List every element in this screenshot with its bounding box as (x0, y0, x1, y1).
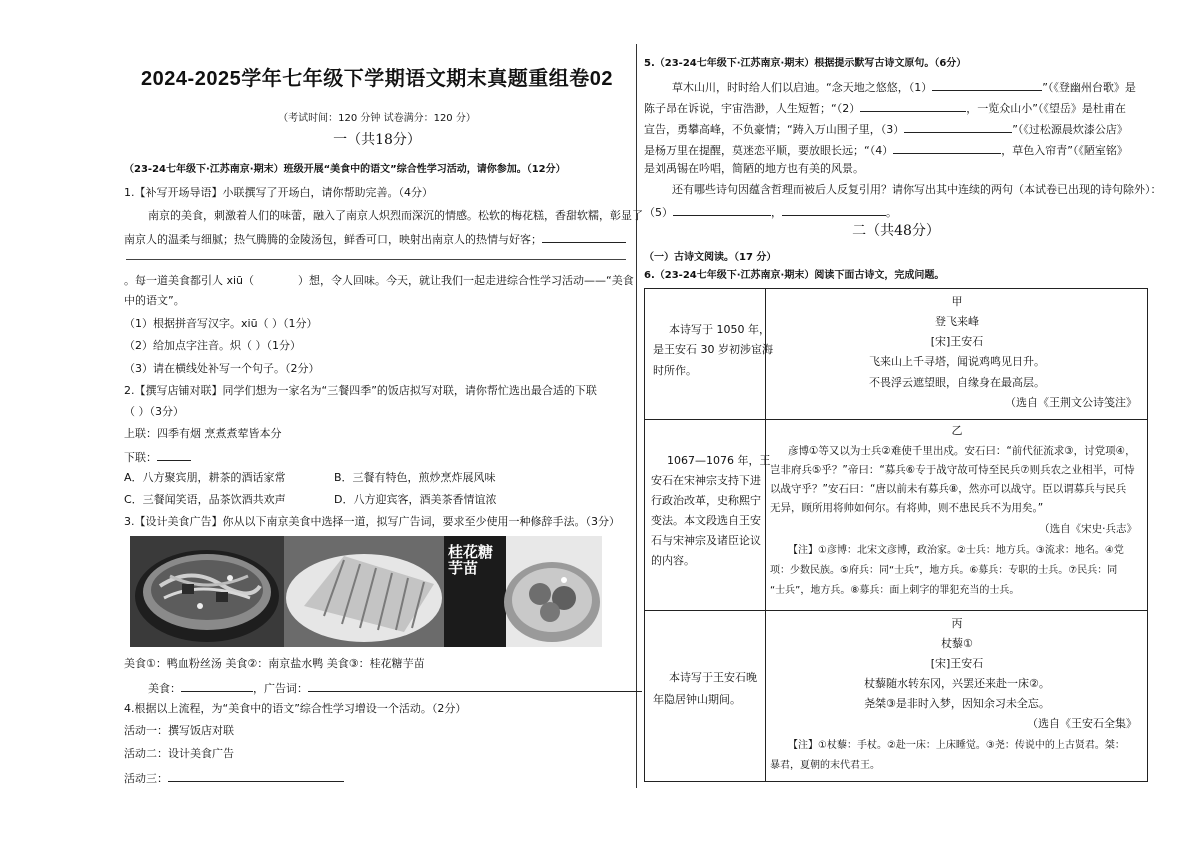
yi-side-2: 安石在宋神宗支持下进 (651, 474, 761, 487)
q6-title: 6.（23-24七年级下·江苏南京·期末）阅读下面古诗文，完成问题。 (644, 270, 945, 281)
bing-side-cell (645, 611, 766, 782)
q4-act2: 活动二：设计美食广告 (124, 747, 234, 760)
q5-l3b: ”（《过松源晨炊漆公店》 (1012, 123, 1128, 136)
q5-blank-5a[interactable] (673, 204, 771, 216)
bing-note-1: 【注】①杖藜：手杖。②赴一床：上床睡觉。③尧：传说中的上古贤君。桀： (788, 740, 1125, 751)
q5-l1b: ”（《登幽州台歌》是 (1042, 81, 1136, 94)
column-divider (636, 44, 637, 788)
jia-source: （选自《王荆文公诗笺注》 (1005, 396, 1137, 409)
bing-line-1: 杖藜随水转东冈，兴罢还来赴一床②。 (864, 677, 1050, 690)
yi-side-5: 石与宋神宗及诸臣论议 (651, 534, 761, 547)
q1-para1: 南京的美食，刺激着人们的味蕾，融入了南京人炽烈而深沉的情感。松软的梅花糕，香甜软糯，彰显了 (148, 209, 643, 222)
q1-para2-line (124, 231, 626, 247)
q5-line4 (644, 142, 1128, 158)
q5-line7 (644, 204, 897, 220)
q5-l1a: 草木山川，时时给人们以启迪。“念天地之悠悠，（1） (672, 81, 933, 94)
food-image-duck-blood-soup (130, 536, 284, 647)
jia-main-cell (766, 289, 1148, 420)
jia-side-2: 是王安石 30 岁初涉宦海 (653, 343, 773, 356)
exam-info: （考试时间：120 分钟 试卷满分：120 分） (278, 113, 476, 124)
q5-line2 (644, 100, 1126, 116)
q2-title: 2.【撰写店铺对联】同学们想为一家名为“三餐四季”的饭店拟写对联，请你帮忙选出最合适的下联 (124, 384, 597, 397)
page-title: 2024-2025学年七年级下学期语文期末真题重组卷02 (141, 68, 613, 90)
jia-side-cell (645, 289, 773, 420)
q5-blank-4[interactable] (893, 142, 1001, 154)
q4-act3-line (124, 770, 344, 786)
jia-line-1: 飞来山上千寻塔，闻说鸡鸣见日升。 (869, 355, 1045, 368)
q1-sub2: （2）给加点字注音。炽（ ）（1分） (124, 339, 301, 352)
q4-title: 4.根据以上流程，为“美食中的语文”综合性学习增设一个活动。（2分） (124, 702, 467, 715)
q2-lower: 下联： (124, 451, 157, 464)
part2-sub: （一）古诗文阅读。（17 分） (644, 252, 777, 263)
q5-l4a: 是杨万里在提醒，莫迷恋平顺，要放眼长远；“（4） (644, 144, 894, 157)
bing-note-2: 暴君，夏朝的末代君王。 (770, 760, 880, 771)
q5-l6: 还有哪些诗句因蕴含哲理而被后人反复引用？请你写出其中连续的两句（本试卷已出现的诗句除外）： (672, 183, 1162, 196)
bing-author: [宋]王安石 (930, 657, 984, 670)
jia-side-3: 时所作。 (653, 364, 697, 377)
food-image-salted-duck (284, 536, 444, 647)
yi-main-cell (766, 420, 1148, 611)
q3-food-blank[interactable] (181, 680, 253, 692)
bing-source: （选自《王安石全集》 (1027, 717, 1137, 730)
bing-side-2: 年隐居钟山期间。 (653, 693, 741, 706)
table-row-jia (645, 289, 1148, 420)
q3-ad-blank[interactable] (308, 680, 642, 692)
q2-lower-blank[interactable] (157, 449, 191, 461)
yi-side-1: 1067—1076 年，王 (667, 454, 771, 467)
yi-side-3: 行政治改革，史称熙宁 (651, 494, 761, 507)
yi-side-4: 变法。本文段选自王安 (651, 514, 761, 527)
q1-title: 1.【补写开场导语】小联撰写了开场白，请你帮助完善。（4分） (124, 186, 433, 199)
food-image-sweet-taro (444, 536, 602, 647)
q5-l3a: 宣告，勇攀高峰，不负豪情；“踌入万山围子里，（3） (644, 123, 905, 136)
section-heading-2: 二（共48分） (852, 223, 940, 239)
q1-para3a: 。每一道美食都引人 xiū（ (124, 274, 255, 287)
bing-poem-title: 杖藜① (941, 637, 973, 650)
q2-lower-line (124, 449, 191, 465)
part1-intro: （23-24七年级下·江苏南京·期末）班级开展“美食中的语文”综合性学习活动，请你参加。（12分） (124, 164, 566, 175)
food-image-strip (130, 536, 602, 647)
q1-para2: 南京人的温柔与细腻；热气腾腾的金陵汤包，鲜香可口，映射出南京人的热情与好客； (124, 233, 542, 246)
q5-line3 (644, 121, 1128, 137)
q5-blank-5b[interactable] (782, 204, 886, 216)
q5-blank-1[interactable] (932, 79, 1042, 91)
q4-act1: 活动一：撰写饭店对联 (124, 724, 234, 737)
yi-note-1: 【注】①彦博：北宋文彦博，政治家。②士兵：地方兵。③流求：地名。④党 (788, 545, 1124, 556)
q3-foods: 美食①：鸭血粉丝汤 美食②：南京盐水鸭 美食③：桂花糖芋苗 (124, 657, 425, 670)
q5-blank-3[interactable] (904, 121, 1012, 133)
q5-line1 (672, 79, 1136, 95)
poem-table (644, 288, 1148, 782)
food-image-caption: 桂花糖芋苗 (448, 543, 494, 577)
q5-l7b: ， (771, 206, 782, 219)
q4-act3-blank[interactable] (168, 770, 344, 782)
q3-fill-food-label: 美食： (148, 682, 181, 695)
q3-fill-line (148, 680, 642, 696)
jia-label: 甲 (951, 295, 963, 308)
jia-poem-title: 登飞来峰 (935, 315, 979, 328)
q2-option-c[interactable]: C．三餐闻笑语，品茶饮酒共欢声 (124, 493, 286, 506)
q5-blank-2[interactable] (860, 100, 966, 112)
q1-sub3: （3）请在横线处补写一个句子。（2分） (124, 362, 320, 375)
q5-l4b: ，草色入帘青”（《陋室铭》 (1001, 144, 1128, 157)
q4-act3: 活动三： (124, 772, 168, 785)
q1-para3b: ）想，令人回味。今天，就让我们一起走进综合性学习活动——“美食 (298, 274, 634, 287)
table-row-bing (645, 611, 1148, 782)
bing-label: 丙 (951, 617, 963, 630)
q5-l7a: （5） (644, 206, 673, 219)
yi-source: （选自《宋史·兵志》 (1039, 523, 1137, 535)
table-row-yi (645, 420, 1148, 611)
q2-option-b[interactable]: B．三餐有特色，煎炒烹炸展风味 (334, 471, 496, 484)
q5-title: 5.（23-24七年级下·江苏南京·期末）根据提示默写古诗文原句。（6分） (644, 58, 967, 69)
jia-line-2: 不畏浮云遮望眼，自缘身在最高层。 (869, 376, 1045, 389)
bing-line-2: 尧桀③是非时入梦，因知余习未全忘。 (864, 697, 1050, 710)
q1-sub1: （1）根据拼音写汉字。xiū（ ）（1分） (124, 317, 318, 330)
q1-blank-sentence[interactable] (542, 231, 626, 243)
yi-text-1: 彦博①等又以为士兵②难使千里出戍。安石曰：“前代征流求③，讨党项④， (788, 445, 1136, 457)
q1-blank-line[interactable] (126, 259, 626, 260)
bing-main-cell (766, 611, 1148, 782)
q5-l2b: ，一览众山小”（《望岳》是杜甫在 (966, 102, 1126, 115)
q5-l5: 是刘禹锡在吟唱，简陋的地方也有美的风景。 (644, 162, 864, 175)
jia-author: [宋]王安石 (930, 335, 984, 348)
yi-side-6: 的内容。 (651, 554, 695, 567)
q1-para3-line (124, 274, 634, 288)
q5-l2a: 陈子昂在诉说，宇宙浩渺，人生短暂；“（2） (644, 102, 861, 115)
q2-option-a[interactable]: A．八方聚宾朋，耕茶的酒话家常 (124, 471, 286, 484)
bing-side-1: 本诗写于王安石晚 (669, 671, 757, 684)
q3-title: 3.【设计美食广告】你从以下南京美食中选择一道，拟写广告词，要求至少使用一种修辞手法。（3分） (124, 515, 620, 528)
yi-note-2: 项：少数民族。⑤府兵：同“士兵”，地方兵。⑥募兵：专职的士兵。⑦民兵：同 (770, 565, 1118, 576)
yi-text-3: 以战守乎？”安石曰：“唐以前未有募兵⑧，然亦可以战守。臣以谓募兵与民兵 (770, 483, 1127, 495)
q5-l7c: 。 (886, 206, 897, 219)
q2-upper: 上联：四季有烟 烹煮煮荤皆本分 (124, 427, 282, 440)
yi-note-3: “士兵”，地方兵。⑧募兵：面上刺字的罪犯充当的士兵。 (770, 585, 1020, 596)
yi-label: 乙 (951, 424, 963, 437)
q2-paren: （ ）（3分） (124, 405, 184, 418)
section-heading-1: 一（共18分） (333, 132, 421, 148)
q2-option-d[interactable]: D．八方迎宾客，酒美茶香情谊浓 (334, 493, 497, 506)
q3-fill-ad-label: ，广告词： (253, 682, 308, 695)
jia-side-1: 本诗写于 1050 年， (669, 323, 770, 336)
q1-para4: 中的语文”。 (124, 294, 185, 307)
yi-side-cell (645, 420, 771, 611)
yi-text-4: 无异，顾所用将帅如何尔。有将帅，则不患民兵不为用矣。” (770, 502, 1044, 514)
yi-text-2: 岂非府兵⑤乎？”帝曰：“募兵⑥专于战守故可恃至民兵⑦则兵农之业相半，可恃 (770, 464, 1135, 476)
